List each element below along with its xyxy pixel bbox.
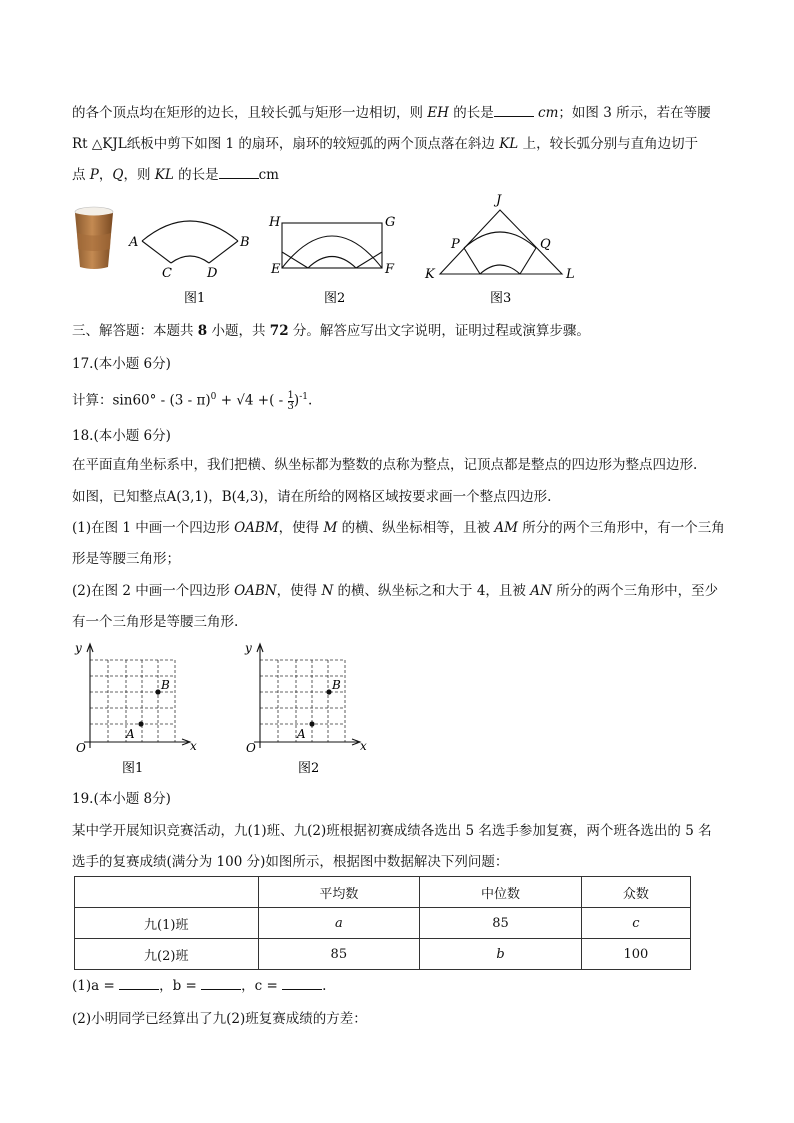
q18-paragraph-2: 如图，已知整点A(3,1)，B(4,3)，请在所给的网格区域按要求画一个整点四边形. [72,489,552,505]
fig2-label-h: H [269,215,281,230]
table-cell: 85 [420,908,582,939]
q18-subq-2-cont: 有一个三角形是等腰三角形. [72,614,239,630]
figure-2-rectangle [266,205,406,305]
figure-3-triangle [420,190,590,306]
grid2-caption: 图2 [298,761,320,776]
q16-line-3: 点 P，Q，则 KL 的长是 cm [72,167,279,183]
q19-subq-2: (2)小明同学已经算出了九(2)班复赛成绩的方差： [72,1011,367,1027]
q16-line-2: Rt △KJL纸板中剪下如图 1 的扇环，扇环的较短弧的两个顶点落在斜边 KL 上，较长弧分别与直角边切于 [72,136,699,152]
q18-paragraph-1: 在平面直角坐标系中，我们把横、纵坐标都为整数的点称为整点，记顶点都是整点的四边形为整点四边形. [72,457,698,473]
table-cell: 九(1)班 [75,908,259,939]
fig2-caption: 图2 [324,291,346,306]
q19-subq-1: (1)a = ，b = ，c = . [72,978,327,994]
answer-blank-a[interactable] [119,977,159,990]
fig3-label-q: Q [540,237,551,252]
table-row [75,908,691,939]
coordinate-grid-1 [70,640,210,780]
fig1-label-c: C [162,266,172,281]
fig3-label-j: J [496,193,502,208]
table-cell: a [258,908,420,939]
q16-line-1: 的各个顶点均在矩形的边长，且较长弧与矩形一边相切，则 EH 的长是 cm；如图 3 所示，若在等腰 [72,105,711,121]
fig2-label-g: G [385,215,396,230]
table-header-cell: 平均数 [258,877,420,908]
table-header-cell: 众数 [581,877,690,908]
fig3-label-k: K [425,267,435,282]
grid2-y-label: y [245,641,252,655]
grid2-origin-label: O [246,741,256,755]
scores-table [74,876,691,970]
fig1-label-d: D [207,266,218,281]
q19-paragraph-2: 选手的复赛成绩(满分为 100 分)如图所示，根据图中数据解决下列问题： [72,854,509,870]
fig1-label-b: B [240,235,250,250]
grid1-caption: 图1 [122,761,144,776]
section-3-heading: 三、解答题：本题共 8 小题，共 72 分。解答应写出文字说明，证明过程或演算步骤。 [72,323,590,339]
q17-expression: 计算：sin60° - (3 - π)$^0$ + √4 +( - $\frac{1}{3}$ )$^{-1}$. [72,389,313,412]
q17-header: 17.(本小题 6分) [72,356,171,372]
fig3-label-p: P [451,237,460,252]
grid2-x-label: x [360,739,367,753]
fig1-caption: 图1 [184,291,206,306]
grid1-x-label: x [190,739,197,753]
q19-header: 19.(本小题 8分) [72,791,171,807]
fig3-caption: 图3 [490,291,512,306]
table-cell: 85 [258,939,420,970]
grid2-point-b: B [332,678,341,692]
grid2-point-a: A [297,727,306,741]
q18-subq-1: (1)在图 1 中画一个四边形 OABM，使得 M 的横、纵坐标相等，且被 AM 所分的两个三角形中，有一个三角 [72,520,725,536]
grid1-point-a: A [126,727,135,741]
paper-cup-image [72,205,116,271]
answer-blank-b[interactable] [201,977,241,990]
table-header-row [75,877,691,908]
q18-subq-1-cont: 形是等腰三角形； [72,551,180,567]
table-header-cell [75,877,259,908]
grid1-origin-label: O [76,741,86,755]
q18-subq-2: (2)在图 2 中画一个四边形 OABN，使得 N 的横、纵坐标之和大于 4，且被 AN 所分的两个三角形中，至少 [72,583,719,599]
answer-blank-eh[interactable] [494,104,534,117]
grid1-point-b: B [161,678,170,692]
grid1-y-label: y [75,641,82,655]
answer-blank-c[interactable] [282,977,322,990]
figure-1-sector-ring [120,205,260,305]
q18-header: 18.(本小题 6分) [72,428,171,444]
fig1-label-a: A [129,235,139,250]
table-cell: b [420,939,582,970]
fig2-label-f: F [385,262,395,277]
q19-paragraph-1: 某中学开展知识竞赛活动，九(1)班、九(2)班根据初赛成绩各选出 5 名选手参加复赛，两个班各选出的 5 名 [72,823,712,839]
table-cell: 100 [581,939,690,970]
answer-blank-kl[interactable] [219,166,259,179]
fraction-one-third: $\frac{1}{3}$ [287,389,294,412]
table-cell: c [581,908,690,939]
coordinate-grid-2 [240,640,380,780]
table-row [75,939,691,970]
table-header-cell: 中位数 [420,877,582,908]
table-cell: 九(2)班 [75,939,259,970]
fig3-label-l: L [566,267,575,282]
fig2-label-e: E [271,262,281,277]
